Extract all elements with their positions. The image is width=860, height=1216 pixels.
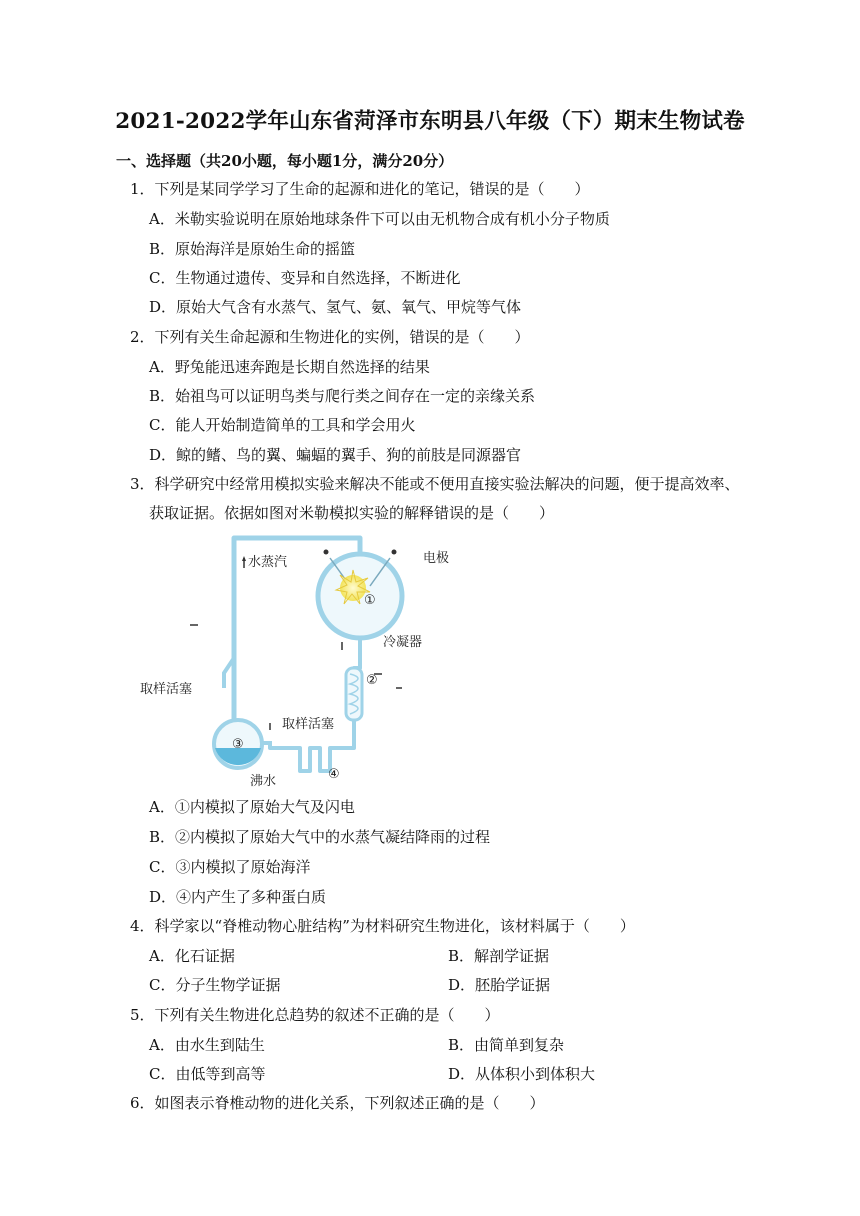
question-4-stem: 4．科学家以“脊椎动物心脏结构”为材料研究生物进化，该材料属于（ ） [130, 917, 635, 935]
question-3-stem-line-2: 获取证据。依据如图对米勒模拟实验的解释错误的是（ ） [149, 504, 555, 522]
question-4-option-b: B．解剖学证据 [448, 947, 550, 965]
question-1-stem: 1．下列是某同学学习了生命的起源和进化的笔记，错误的是（ ） [130, 180, 590, 198]
label-boiling: 沸水 [250, 774, 277, 789]
question-5-option-b: B．由简单到复杂 [448, 1036, 565, 1054]
mark-1: ① [364, 593, 376, 608]
question-5-option-d: D．从体积小到体积大 [448, 1065, 596, 1083]
question-4-option-c: C．分子生物学证据 [149, 976, 281, 994]
question-5-stem: 5．下列有关生物进化总趋势的叙述不正确的是（ ） [130, 1006, 500, 1024]
question-3-stem-line-1: 3．科学研究中经常用模拟实验来解决不能或不便用直接实验法解决的问题，便于提高效率、 [130, 475, 740, 493]
question-1-option-c: C．生物通过遗传、变异和自然选择，不断进化 [149, 269, 461, 287]
question-3-option-a: A．①内模拟了原始大气及闪电 [149, 798, 355, 816]
question-3-option-d: D．④内产生了多种蛋白质 [149, 888, 327, 906]
question-1-option-d: D．原始大气含有水蒸气、氢气、氨、氧气、甲烷等气体 [149, 298, 522, 316]
question-2-option-a: A．野兔能迅速奔跑是长期自然选择的结果 [149, 358, 430, 376]
question-2-option-d: D．鲸的鳍、鸟的翼、蝙蝠的翼手、狗的前肢是同源器官 [149, 446, 522, 464]
section-heading: 一、选择题（共20小题，每小题1分，满分20分） [116, 152, 454, 170]
question-1-option-a: A．米勒实验说明在原始地球条件下可以由无机物合成有机小分子物质 [149, 210, 610, 228]
mark-4: ④ [328, 767, 340, 782]
label-stopcock-left: 取样活塞 [140, 682, 193, 697]
mark-3: ③ [232, 737, 244, 752]
question-4-option-a: A．化石证据 [149, 947, 235, 965]
question-6-stem: 6．如图表示脊椎动物的进化关系，下列叙述正确的是（ ） [130, 1094, 545, 1112]
label-condenser: 冷凝器 [383, 635, 423, 650]
miller-experiment-figure [140, 528, 470, 790]
question-2-option-b: B．始祖鸟可以证明鸟类与爬行类之间存在一定的亲缘关系 [149, 387, 536, 405]
question-3-option-b: B．②内模拟了原始大气中的水蒸气凝结降雨的过程 [149, 828, 491, 846]
label-stopcock-bottom: 取样活塞 [282, 717, 335, 732]
question-3-option-c: C．③内模拟了原始海洋 [149, 858, 311, 876]
question-1-option-b: B．原始海洋是原始生命的摇篮 [149, 240, 356, 258]
label-electrode: 电极 [423, 551, 450, 566]
question-5-option-c: C．由低等到高等 [149, 1065, 266, 1083]
exam-title: 2021-2022学年山东省菏泽市东明县八年级（下）期末生物试卷 [115, 109, 745, 134]
question-5-option-a: A．由水生到陆生 [149, 1036, 265, 1054]
label-vapor: 水蒸汽 [248, 555, 288, 570]
question-4-option-d: D．胚胎学证据 [448, 976, 551, 994]
question-2-option-c: C．能人开始制造简单的工具和学会用火 [149, 416, 416, 434]
question-2-stem: 2．下列有关生命起源和生物进化的实例，错误的是（ ） [130, 328, 530, 346]
mark-2: ② [366, 673, 378, 688]
